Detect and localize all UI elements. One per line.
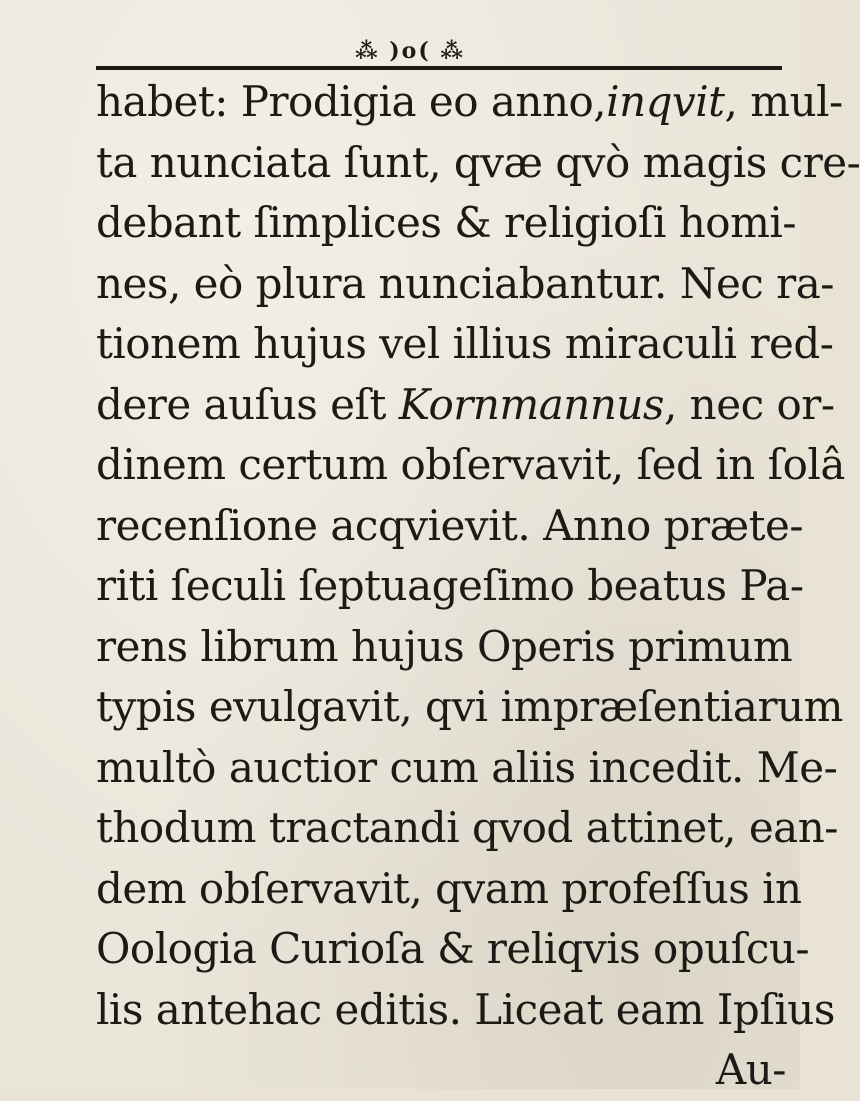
text-line-16: lis antehac editis. Liceat eam Ipſius (96, 984, 835, 1034)
text-line-4: nes, eò plura nunciabantur. Nec ra- (96, 258, 834, 308)
text-line-15: Oologia Curioſa & reliqvis opuſcu- (96, 924, 810, 973)
text-line-14: dem obſervavit, qvam profeſſus in (96, 863, 802, 913)
text-line-3: debant ſimplices & religioſi homi- (96, 198, 797, 247)
text-line-2: ta nunciata ſunt, qvæ qvò magis cre- (96, 137, 860, 187)
catchword-line (96, 1040, 786, 1101)
text-line-5: tionem hujus vel illius miraculi red- (96, 319, 834, 368)
text-line-11: typis evulgavit, qvi impræſentiarum (96, 682, 843, 731)
text-line-7: dinem certum obſervavit, ſed in ſolâ (96, 440, 845, 489)
text-line-13: thodum tractandi qvod attinet, ean- (96, 803, 838, 852)
header-ornament: ⁂ )o( ⁂ (355, 38, 465, 64)
header-rule (96, 66, 782, 70)
catchword: Au- (715, 1045, 786, 1094)
text-line-12: multò auctior cum aliis incedit. Me- (96, 742, 838, 792)
text-line-10: rens librum hujus Operis primum (96, 621, 793, 671)
text-block (96, 72, 860, 1101)
text-line-9: riti ſeculi ſeptuageſimo beatus Pa- (96, 561, 804, 610)
text-line-8: recenſione acqvievit. Anno præte- (96, 500, 804, 550)
text-line-1: habet: Prodigia eo anno,inqvit, mul- (96, 77, 843, 126)
text-line-6: dere auſus eſt Kornmannus, nec or- (96, 379, 835, 429)
